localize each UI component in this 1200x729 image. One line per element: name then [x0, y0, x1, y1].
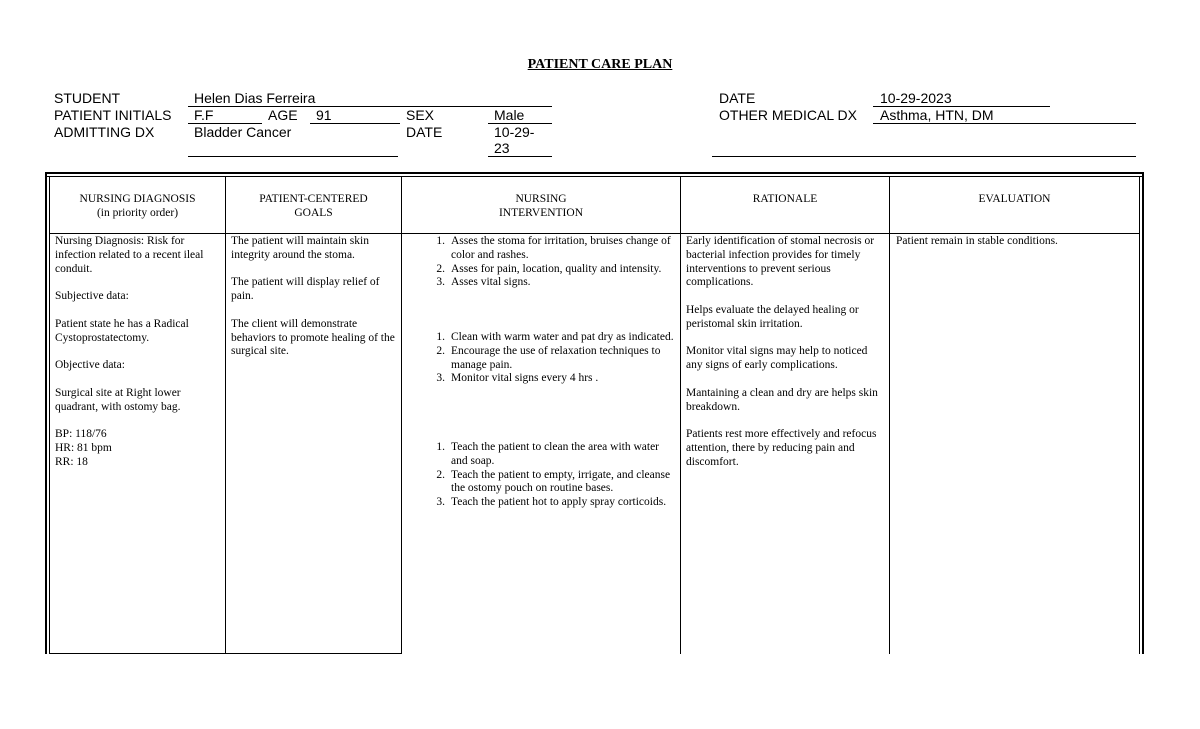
goal-1: The patient will maintain skin integrity around the stoma. [231, 235, 369, 261]
page-title: PATIENT CARE PLAN [527, 57, 673, 72]
subjective-label: Subjective data: [55, 290, 129, 303]
evaluation-1: Patient remain in stable conditions. [896, 235, 1058, 247]
item-text: Monitor vital signs every 4 hrs . [451, 372, 599, 385]
date-label: DATE [719, 90, 756, 106]
intervention-item [431, 235, 677, 263]
admit-date-underline [488, 156, 552, 157]
age-label: AGE [268, 107, 298, 123]
item-text: Asses for pain, location, quality and intensity. [451, 262, 662, 275]
item-text: Asses the stoma for irritation, bruises change of color and rashes. [451, 235, 671, 261]
age-underline [310, 123, 400, 124]
sex-label: SEX [406, 107, 435, 123]
admitting-underline [188, 156, 398, 157]
other-dx-label: OTHER MEDICAL DX [719, 107, 857, 123]
rationale-2: Helps evaluate the delayed healing or peristomal skin irritation. [686, 303, 859, 330]
item-number: 2. [436, 344, 445, 357]
vital-rr: RR: 18 [55, 455, 88, 468]
item-number: 3. [436, 372, 445, 385]
initials-value: F.F [194, 107, 214, 123]
table-left-outer [45, 172, 47, 654]
objective-text: Surgical site at Right lower quadrant, with ostomy bag. [55, 386, 181, 413]
rationale-5: Patients rest more effectively and refocus attention, there by reducing pain and discomfort. [686, 428, 877, 468]
rationale-cell [686, 235, 886, 483]
intervention-group-3 [431, 441, 677, 510]
student-value: Helen Dias Ferreira [194, 90, 316, 106]
col-header-intervention-line2: INTERVENTION [498, 206, 584, 219]
item-text: Teach the patient to empty, irrigate, and cleanse the ostomy pouch on routine bases. [451, 468, 671, 495]
intervention-item [431, 469, 677, 497]
col-header-goals-line2: GOALS [294, 206, 333, 219]
other-dx-underline [873, 123, 1136, 124]
rationale-4: Mantaining a clean and dry are helps skin breakdown. [686, 386, 878, 413]
diagnosis-text: Nursing Diagnosis: Risk for infection related to a recent ileal conduit. [55, 235, 204, 275]
rationale-3: Monitor vital signs may help to noticed any signs of early complications. [686, 345, 868, 372]
intervention-item [431, 345, 677, 373]
item-text: Clean with warm water and pat dry as indicated. [451, 331, 674, 343]
admit-date-value-1: 10-29- [494, 124, 535, 140]
rationale-1: Early identification of stomal necrosis or bacterial infection provides for timely interventions to prevent serious complications. [686, 235, 875, 289]
subjective-text: Patient state he has a Radical Cystoprostatectomy. [55, 317, 189, 344]
intervention-group-1 [431, 235, 677, 290]
initials-label: PATIENT INITIALS [54, 107, 172, 123]
item-number: 1. [436, 235, 445, 247]
evaluation-cell [896, 235, 1136, 263]
goal-3: The client will demonstrate behaviors to promote healing of the surgical site. [231, 317, 395, 358]
col-header-diagnosis [50, 193, 225, 221]
intervention-item [431, 496, 677, 510]
col-header-goals [226, 193, 401, 221]
intervention-item [431, 372, 677, 386]
col-divider-1 [225, 176, 226, 654]
item-number: 3. [436, 276, 445, 289]
col-header-goals-line1: PATIENT-CENTERED [259, 193, 368, 205]
intervention-item [431, 441, 677, 469]
goals-cell [231, 235, 397, 373]
col-header-diagnosis-line2: (in priority order) [96, 206, 179, 219]
intervention-group-2 [431, 331, 677, 386]
intervention-item [431, 263, 677, 277]
table-top-thick [45, 172, 1143, 174]
admit-date-label: DATE [406, 124, 443, 140]
admit-date-value-2: 23 [494, 140, 510, 156]
item-number: 2. [436, 262, 445, 275]
admitting-label: ADMITTING DX [54, 124, 155, 140]
col-header-rationale: RATIONALE [752, 193, 818, 205]
table-left-inner [49, 176, 50, 654]
item-text: Teach the patient hot to apply spray corticoids. [451, 496, 667, 509]
vital-bp: BP: 118/76 [55, 428, 107, 441]
col-header-evaluation: EVALUATION [978, 193, 1051, 205]
vital-hr: HR: 81 bpm [55, 441, 112, 454]
other-dx-value: Asthma, HTN, DM [880, 107, 994, 123]
col-divider-3 [680, 176, 681, 654]
item-number: 1. [436, 331, 445, 343]
admitting-value: Bladder Cancer [194, 124, 292, 140]
student-label: STUDENT [54, 90, 121, 106]
objective-label: Objective data: [55, 359, 125, 372]
item-text: Teach the patient to clean the area with water and soap. [451, 441, 660, 467]
col-header-intervention [402, 193, 680, 221]
header-row-divider [49, 233, 1139, 234]
col-header-diagnosis-line1: NURSING DIAGNOSIS [79, 193, 196, 205]
col-divider-4 [889, 176, 890, 654]
blank-underline [712, 156, 1136, 157]
item-number: 2. [436, 468, 445, 481]
col-divider-2 [401, 176, 402, 654]
table-right-inner [1139, 176, 1140, 654]
item-text: Asses vital signs. [451, 276, 531, 289]
item-text: Encourage the use of relaxation techniques to manage pain. [451, 344, 661, 371]
intervention-item [431, 276, 677, 290]
intervention-item [431, 331, 677, 345]
item-number: 1. [436, 441, 445, 453]
table-top-thin [45, 176, 1143, 177]
sex-value: Male [494, 107, 525, 123]
age-value: 91 [316, 107, 332, 123]
date-value: 10-29-2023 [880, 90, 952, 106]
col-header-intervention-line1: NURSING [515, 193, 567, 205]
table-right-outer [1142, 172, 1144, 654]
diagnosis-cell [55, 235, 221, 470]
goal-2: The patient will display relief of pain. [231, 276, 380, 303]
item-number: 3. [436, 496, 445, 509]
